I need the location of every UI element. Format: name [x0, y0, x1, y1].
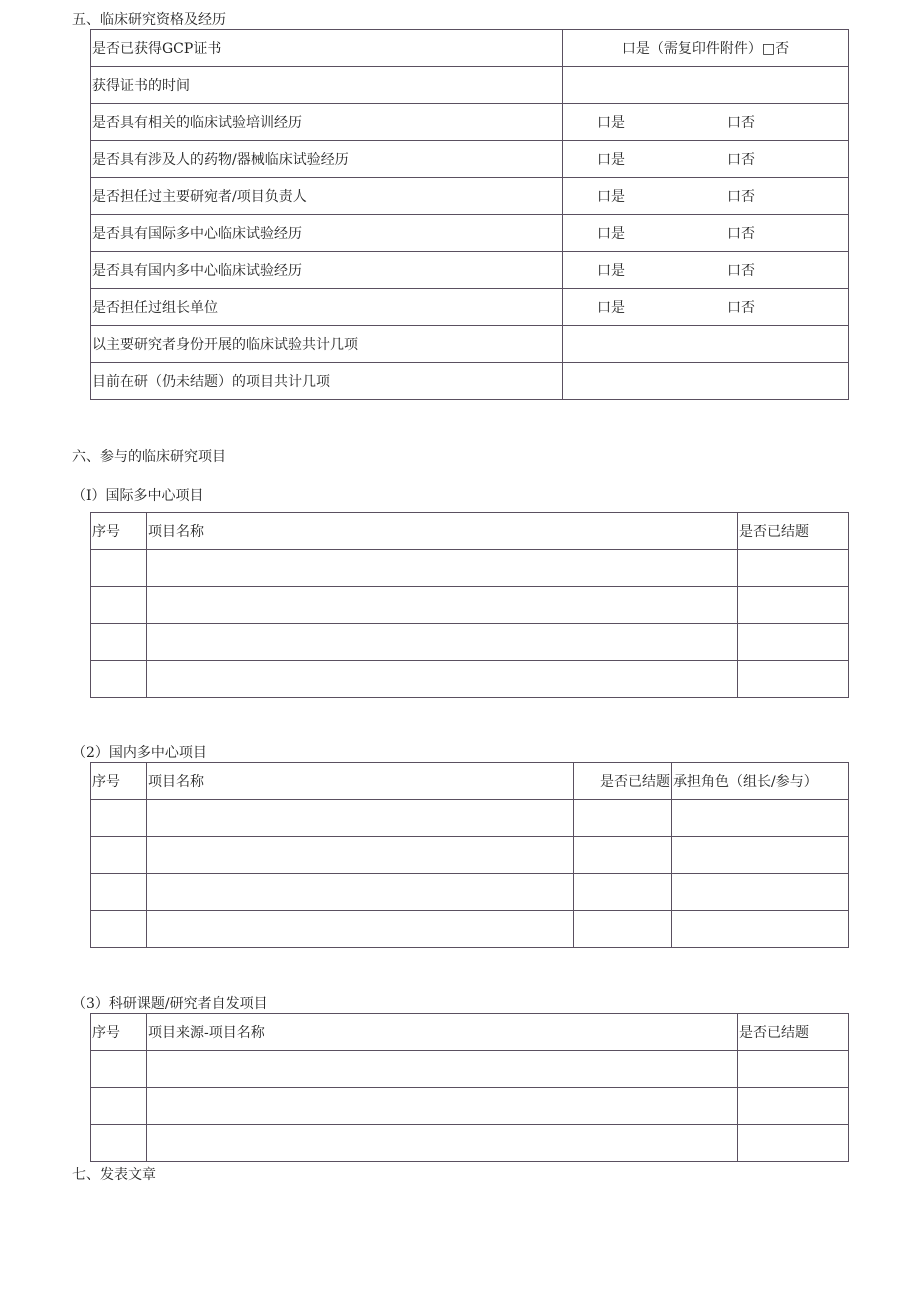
row-label: 目前在研（仍未结题）的项目共计几项 — [91, 363, 563, 400]
cell[interactable] — [91, 624, 147, 661]
no-checkbox[interactable]: 口否 — [727, 189, 755, 205]
cell[interactable] — [574, 800, 672, 837]
table-row — [91, 67, 849, 104]
cell[interactable] — [147, 1088, 738, 1125]
domestic-title: （2）国内多中心项目 — [72, 745, 207, 761]
yes-checkbox[interactable]: 口是 — [597, 263, 625, 279]
header-completed: 是否已结题 — [574, 763, 672, 800]
table-row — [91, 1088, 849, 1125]
table-row — [91, 587, 849, 624]
cell[interactable] — [91, 550, 147, 587]
no-checkbox[interactable]: 口否 — [727, 226, 755, 242]
yes-checkbox[interactable]: 口是 — [597, 115, 625, 131]
cell[interactable] — [738, 1088, 849, 1125]
row-label: 获得证书的时间 — [91, 67, 563, 104]
row-label: 是否具有相关的临床试验培训经历 — [91, 104, 563, 141]
row-label: 是否担任过组长单位 — [91, 289, 563, 326]
row-label: 是否具有国内多中心临床试验经历 — [91, 252, 563, 289]
section6-title: 六、参与的临床研究项目 — [72, 449, 226, 465]
no-checkbox[interactable]: 口否 — [727, 115, 755, 131]
table-row — [91, 661, 849, 698]
cell[interactable] — [147, 837, 574, 874]
section5-title: 五、临床研究资格及经历 — [72, 12, 226, 28]
intl-projects-table — [90, 512, 849, 698]
table-row — [91, 911, 849, 948]
cell[interactable] — [147, 661, 738, 698]
table-row — [91, 874, 849, 911]
cell[interactable] — [574, 911, 672, 948]
header-completed: 是否已结题 — [738, 1014, 849, 1051]
table-row — [91, 30, 849, 67]
header-project-name: 项目名称 — [147, 513, 738, 550]
cell[interactable] — [91, 587, 147, 624]
cell[interactable] — [738, 587, 849, 624]
yes-checkbox[interactable]: 口是 — [597, 189, 625, 205]
cell[interactable] — [672, 911, 849, 948]
cell[interactable] — [738, 661, 849, 698]
section7-title: 七、发表文章 — [72, 1167, 156, 1183]
row-label: 是否担任过主要研宛者/项目负责人 — [91, 178, 563, 215]
cell[interactable] — [574, 837, 672, 874]
cell[interactable] — [672, 874, 849, 911]
row-label: 以主要研究者身份开展的临床试验共计几项 — [91, 326, 563, 363]
table-header-row — [91, 513, 849, 550]
table-row — [91, 1125, 849, 1162]
cell[interactable] — [574, 874, 672, 911]
research-projects-table — [90, 1013, 849, 1162]
header-index: 序号 — [91, 513, 147, 550]
cell[interactable] — [147, 911, 574, 948]
research-title: （3）科研课题/研究者自发项目 — [72, 996, 268, 1012]
table-row — [91, 837, 849, 874]
yes-checkbox[interactable]: 口是 — [597, 152, 625, 168]
table-row — [91, 215, 849, 252]
ongoing-count-field[interactable] — [563, 363, 849, 400]
cell[interactable] — [91, 1125, 147, 1162]
no-checkbox[interactable]: 口否 — [727, 300, 755, 316]
table-row — [91, 1051, 849, 1088]
cell[interactable] — [738, 1051, 849, 1088]
header-completed: 是否已结题 — [738, 513, 849, 550]
table-row — [91, 252, 849, 289]
qualification-table — [90, 29, 849, 400]
table-row — [91, 624, 849, 661]
table-row — [91, 141, 849, 178]
cell[interactable] — [91, 874, 147, 911]
cell[interactable] — [147, 550, 738, 587]
row-label: 是否具有涉及人的药物/器械临床试验经历 — [91, 141, 563, 178]
pi-trial-count-field[interactable] — [563, 326, 849, 363]
cell[interactable] — [147, 587, 738, 624]
header-role: 承担角色（组长/参与） — [672, 763, 849, 800]
header-index: 序号 — [91, 763, 147, 800]
cell[interactable] — [147, 874, 574, 911]
cell[interactable] — [91, 837, 147, 874]
cell[interactable] — [91, 911, 147, 948]
cell[interactable] — [147, 624, 738, 661]
cell[interactable] — [147, 1051, 738, 1088]
cert-time-field[interactable] — [563, 67, 849, 104]
header-project-name: 项目来源-项目名称 — [147, 1014, 738, 1051]
header-index: 序号 — [91, 1014, 147, 1051]
row-label: 是否具有国际多中心临床试验经历 — [91, 215, 563, 252]
no-checkbox[interactable]: 口否 — [727, 152, 755, 168]
table-header-row — [91, 1014, 849, 1051]
yes-checkbox[interactable]: 口是 — [597, 226, 625, 242]
yes-checkbox[interactable]: 口是 — [597, 300, 625, 316]
gcp-checkbox-options[interactable]: 口是（需复印件附件）□否 — [563, 30, 849, 67]
table-header-row — [91, 763, 849, 800]
cell[interactable] — [672, 800, 849, 837]
table-row — [91, 326, 849, 363]
cell[interactable] — [147, 800, 574, 837]
cell[interactable] — [738, 624, 849, 661]
table-row — [91, 363, 849, 400]
table-row — [91, 550, 849, 587]
header-project-name: 项目名称 — [147, 763, 574, 800]
intl-title: （I）国际多中心项目 — [72, 488, 204, 504]
table-row — [91, 289, 849, 326]
gcp-label: 是否已获得GCP证书 — [91, 30, 563, 67]
table-row — [91, 104, 849, 141]
cell[interactable] — [738, 550, 849, 587]
cell[interactable] — [738, 1125, 849, 1162]
table-row — [91, 800, 849, 837]
cell[interactable] — [91, 800, 147, 837]
cell[interactable] — [91, 1051, 147, 1088]
no-checkbox[interactable]: 口否 — [727, 263, 755, 279]
domestic-projects-table — [90, 762, 849, 948]
cell[interactable] — [91, 1088, 147, 1125]
table-row — [91, 178, 849, 215]
cell[interactable] — [147, 1125, 738, 1162]
cell[interactable] — [91, 661, 147, 698]
cell[interactable] — [672, 837, 849, 874]
